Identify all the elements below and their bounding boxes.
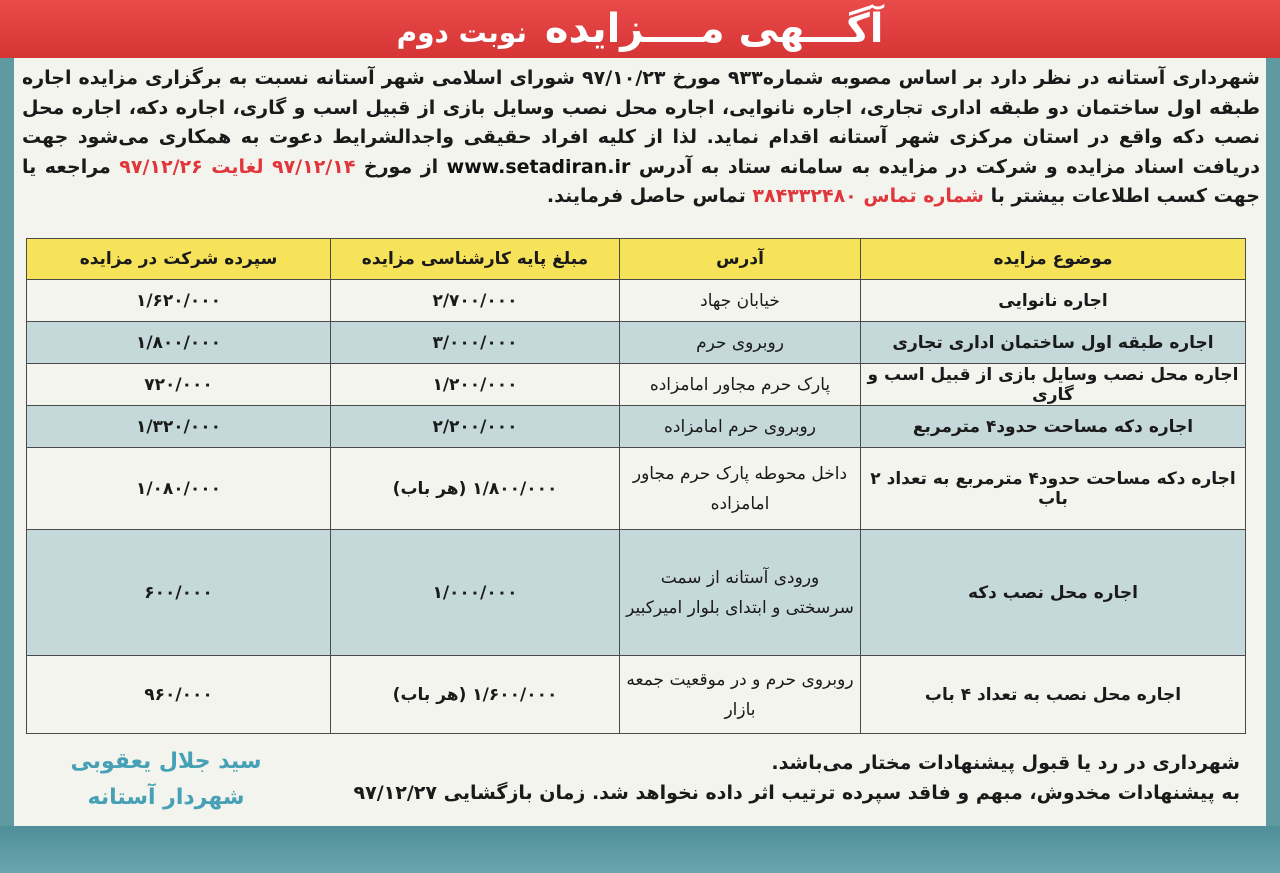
cell-deposit: ۹۶۰/۰۰۰ [27, 656, 331, 734]
intro-paragraph [22, 64, 1260, 212]
footer-notes [260, 748, 1240, 808]
cell-base-price: ۲/۲۰۰/۰۰۰ [331, 406, 620, 448]
cell-subject: اجاره دکه مساحت حدود۴ مترمربع [861, 406, 1246, 448]
cell-address: روبروی حرم و در موقعیت جمعه بازار [620, 656, 861, 734]
cell-subject: اجاره محل نصب وسایل بازی از قبیل اسب و گاری [861, 364, 1246, 406]
ad-title: آگـــهی مــــزایده [544, 6, 884, 52]
table-row [27, 656, 1246, 734]
intro-text-2: از مورخ [363, 155, 439, 178]
cell-deposit: ۱/۳۲۰/۰۰۰ [27, 406, 331, 448]
ad-paper [14, 58, 1266, 826]
setad-url-link[interactable]: www.setadiran.ir [446, 155, 631, 178]
cell-subject: اجاره محل نصب به تعداد ۴ باب [861, 656, 1246, 734]
cell-deposit: ۱/۶۲۰/۰۰۰ [27, 280, 331, 322]
cell-deposit: ۱/۰۸۰/۰۰۰ [27, 448, 331, 530]
phone-label: شماره تماس [863, 185, 984, 207]
cell-address: روبروی حرم [620, 322, 861, 364]
cell-base-price: ۱/۲۰۰/۰۰۰ [331, 364, 620, 406]
bottom-strip [0, 826, 1280, 873]
cell-address: ورودی آستانه از سمت سرسختی و ابتدای بلوار امیرکبیر [620, 530, 861, 656]
cell-base-price: ۱/۶۰۰/۰۰۰ (هر باب) [331, 656, 620, 734]
signature-name: سید جلال یعقوبی [70, 749, 262, 774]
cell-address: خیابان جهاد [620, 280, 861, 322]
phone-number: ۳۸۴۳۳۲۴۸۰ [752, 185, 857, 207]
cell-deposit: ۶۰۰/۰۰۰ [27, 530, 331, 656]
cell-base-price: ۱/۸۰۰/۰۰۰ (هر باب) [331, 448, 620, 530]
cell-deposit: ۷۲۰/۰۰۰ [27, 364, 331, 406]
table-row [27, 530, 1246, 656]
footer-line-2: به پیشنهادات مخدوش، مبهم و فاقد سپرده ترتیب اثر داده نخواهد شد. زمان بازگشایی ۹۷/۱۲/۲۷ [353, 782, 1240, 804]
cell-address: روبروی حرم امامزاده [620, 406, 861, 448]
cell-deposit: ۱/۸۰۰/۰۰۰ [27, 322, 331, 364]
table-row [27, 280, 1246, 322]
ad-subtitle: نوبت دوم [396, 16, 527, 49]
cell-address: پارک حرم مجاور امامزاده [620, 364, 861, 406]
header-address: آدرس [620, 239, 861, 280]
signature-block [36, 744, 296, 816]
cell-base-price: ۱/۰۰۰/۰۰۰ [331, 530, 620, 656]
cell-base-price: ۲/۷۰۰/۰۰۰ [331, 280, 620, 322]
footer-line-1: شهرداری در رد یا قبول پیشنهادات مختار می‌باشد. [771, 752, 1240, 774]
ad-banner [0, 0, 1280, 58]
cell-base-price: ۳/۰۰۰/۰۰۰ [331, 322, 620, 364]
intro-text-4: تماس حاصل فرمایند. [546, 185, 746, 207]
cell-address: داخل محوطه پارک حرم مجاور امامزاده [620, 448, 861, 530]
date-range: ۹۷/۱۲/۱۴ لغایت ۹۷/۱۲/۲۶ [119, 155, 356, 178]
table-row [27, 448, 1246, 530]
header-subject: موضوع مزایده [861, 239, 1246, 280]
intro-text-3: مراجعه یا جهت کسب اطلاعات بیشتر با [22, 155, 1260, 207]
auction-table [26, 238, 1246, 734]
cell-subject: اجاره نانوایی [861, 280, 1246, 322]
table-row [27, 364, 1246, 406]
header-deposit: سپرده شرکت در مزایده [27, 239, 331, 280]
cell-subject: اجاره محل نصب دکه [861, 530, 1246, 656]
cell-subject: اجاره طبقه اول ساختمان اداری تجاری [861, 322, 1246, 364]
cell-subject: اجاره دکه مساحت حدود۴ مترمربع به تعداد ۲ باب [861, 448, 1246, 530]
signature-title: شهردار آستانه [87, 785, 245, 810]
header-base-price: مبلغ پایه کارشناسی مزایده [331, 239, 620, 280]
table-row [27, 322, 1246, 364]
table-header-row [27, 239, 1246, 280]
intro-text-1: شهرداری آستانه در نظر دارد بر اساس مصوبه شماره۹۳۳ مورخ ۹۷/۱۰/۲۳ شورای اسلامی شهر آستانه نسبت به برگزاری مزایده اجاره طبقه اول ساختمان دو طبقه اداری تجاری، اجاره نانوایی، اجاره محل نصب وسایل بازی از قبیل اسب و گاری، اجاره دکه، اجاره محل نصب دکه واقع در استان مرکزی شهر آستانه اقدام نماید. لذا از کلیه افراد حقیقی واجدالشرایط دعوت به همکاری می‌شود جهت دریافت اسناد مزایده و شرکت در مزایده به سامانه ستاد به آدرس [22, 67, 1260, 178]
table-row [27, 406, 1246, 448]
